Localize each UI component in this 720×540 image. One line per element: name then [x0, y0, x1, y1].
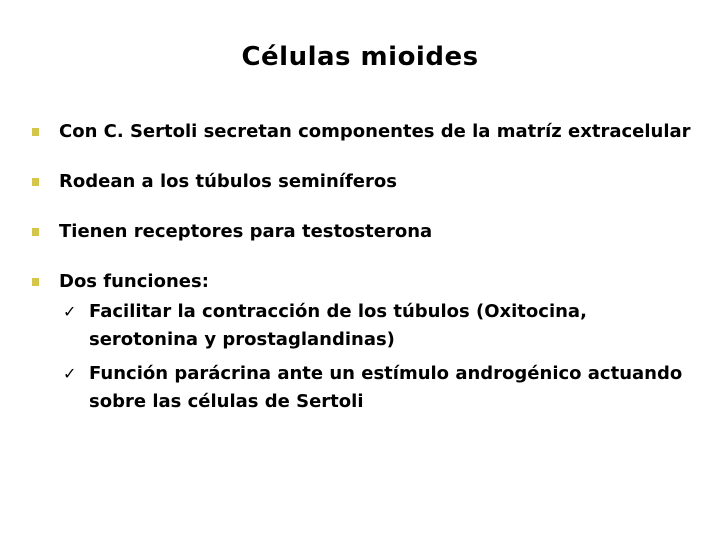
bullet-text: Con C. Sertoli secretan componentes de la matríz extracelular	[59, 121, 691, 142]
check-icon: ✓	[63, 364, 77, 383]
check-icon: ✓	[63, 302, 77, 321]
square-bullet-icon	[32, 128, 39, 136]
sub-bullet-text: Función parácrina ante un estímulo androgénico actuando sobre las células de Sertoli	[89, 363, 683, 412]
bullet-text: Tienen receptores para testosterona	[59, 221, 433, 242]
bullet-item	[32, 268, 692, 416]
sub-bullet-list	[63, 298, 692, 416]
bullet-item	[32, 118, 692, 146]
bullet-text: Rodean a los túbulos seminíferos	[59, 171, 397, 192]
bullet-text: Dos funciones:	[59, 271, 209, 292]
bullet-list	[32, 118, 692, 438]
slide-title: Células mioides	[241, 42, 479, 72]
sub-bullet-item	[63, 298, 692, 354]
bullet-item	[32, 168, 692, 196]
bullet-item	[32, 218, 692, 246]
square-bullet-icon	[32, 278, 39, 286]
square-bullet-icon	[32, 178, 39, 186]
sub-bullet-text: Facilitar la contracción de los túbulos (Oxitocina, serotonina y prostaglandinas)	[89, 301, 587, 350]
sub-bullet-item	[63, 360, 692, 416]
square-bullet-icon	[32, 228, 39, 236]
